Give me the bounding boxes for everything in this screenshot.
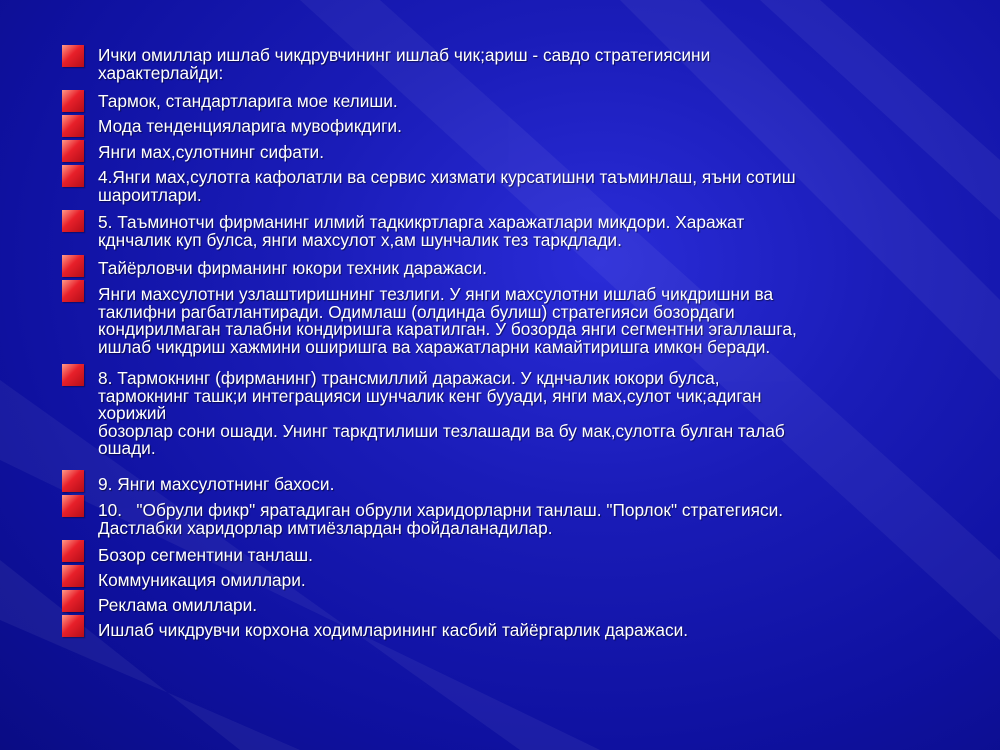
bullet-square-icon xyxy=(62,470,84,492)
bullet-square-icon xyxy=(62,115,84,137)
bullet-square-icon xyxy=(62,90,84,112)
list-item-text: Коммуникация омиллари. xyxy=(98,570,306,590)
list-item-text: 4.Янги мах,сулотга кафолатли ва сервис хизмати курсатишни таъминлаш, яъни сотиш шароитлари. xyxy=(98,167,796,205)
list-item-text: Ишлаб чикдрувчи корхона ходимларининг касбий тайёргарлик даражаси. xyxy=(98,620,689,640)
list-item-text: 9. Янги махсулотнинг бахоси. xyxy=(98,474,335,494)
list-item-text: 5. Таъминотчи фирманинг илмий тадкикртларга харажатлари микдори. Харажат кднчалик куп булса, янги махсулот х,ам шунчалик тез таркдлади. xyxy=(98,212,745,250)
bullet-square-icon xyxy=(62,45,84,67)
list-item-text: Янги махсулотни узлаштиришнинг тезлиги. У янги махсулотни ишлаб чикдришни ва таклифни рагбатлантиради. Одимлаш (олдинда булиш) стратегияси бозордаги кондирилмаган талабни кондиришга каратилган. У бозорда янги сегментни эгаллашга, ишлаб чикдриш хажмини оширишга ва харажатларни камайтиришга имкон беради. xyxy=(98,284,797,357)
bullet-square-icon xyxy=(62,280,84,302)
list-item-text: Ички омиллар ишлаб чикдрувчининг ишлаб чик;ариш - савдо стратегиясини характерлайди: xyxy=(98,45,711,83)
bullet-square-icon xyxy=(62,364,84,386)
list-item-text: Мода тенденцияларига мувофикдиги. xyxy=(98,116,402,136)
bullet-square-icon xyxy=(62,540,84,562)
bullet-square-icon xyxy=(62,140,84,162)
list-item-text: 10. "Обрули фикр" яратадиган обрули харидорларни танлаш. "Порлок" стратегияси. Дастлабки харидорлар имтиёзлардан фойдаланадилар. xyxy=(98,500,784,538)
list-item-text: 8. Тармокнинг (фирманинг) трансмиллий даражаси. У кднчалик юкори булса, тармокнинг ташк;и интеграцияси шунчалик кенг бууади, янги мах,сулот чик;адиган хорижий бозорлар сони ошади. Унинг таркдтилиши тезлашади ва бу мак,сулотга булган талаб ошади. xyxy=(98,368,785,458)
bullet-square-icon xyxy=(62,565,84,587)
list-item-text: Янги мах,сулотнинг сифати. xyxy=(98,142,324,162)
list-item-text: Бозор сегментини танлаш. xyxy=(98,545,313,565)
bullet-square-icon xyxy=(62,495,84,517)
bullet-square-icon xyxy=(62,590,84,612)
list-item-text: Реклама омиллари. xyxy=(98,595,258,615)
bullet-square-icon xyxy=(62,255,84,277)
bullet-square-icon xyxy=(62,615,84,637)
bullet-square-icon xyxy=(62,165,84,187)
list-item-text: Тармок, стандартларига мое келиши. xyxy=(98,91,398,111)
list-item-text: Тайёрловчи фирманинг юкори техник даражаси. xyxy=(98,258,487,278)
bullet-square-icon xyxy=(62,210,84,232)
